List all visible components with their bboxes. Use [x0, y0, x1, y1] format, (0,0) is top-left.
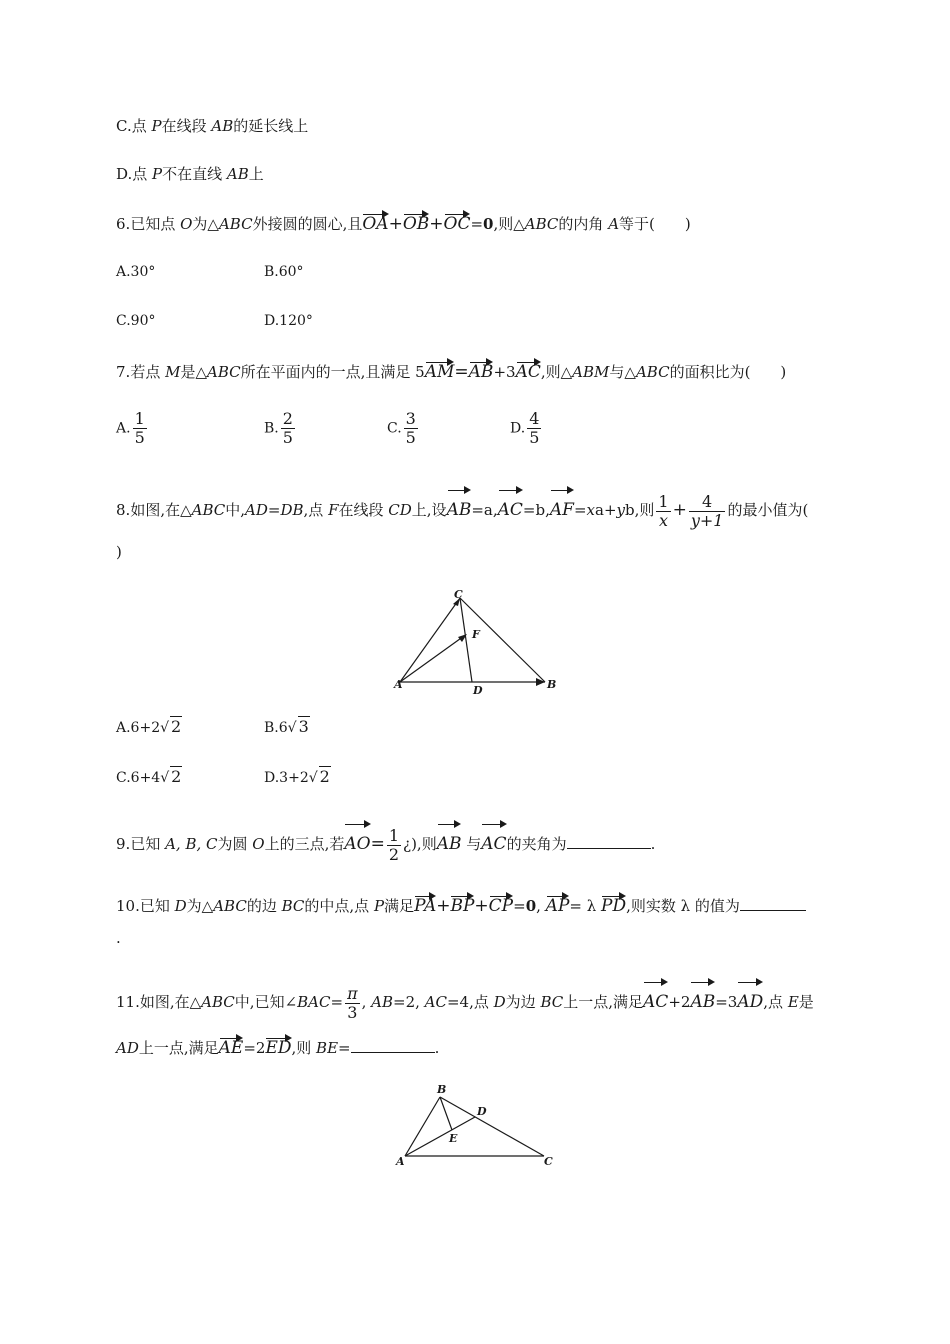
- q8-option-a: A.6+2√ 2: [116, 717, 182, 736]
- q7-option-a: A. $\frac{1}{5}$: [116, 409, 145, 447]
- q6-option-c: C.90°: [116, 313, 156, 329]
- q6-option-d: D.120°: [264, 313, 313, 329]
- vector-ac: AC: [516, 358, 541, 382]
- label-d: D: [473, 684, 483, 697]
- q8-figure: [390, 586, 560, 698]
- vector-ob: OB: [403, 210, 429, 234]
- segment-ad: [405, 1117, 475, 1156]
- q8-stem: 8.如图,在△ABC中,AD=DB,点 F在线段 CD上,设AB=a,AC=b,AF=xa+yb,则 $\frac{1}{x}$ + $\frac{4}{y+1}$ 的最小值为(: [116, 486, 808, 530]
- label-c: C: [544, 1155, 553, 1168]
- segment-ac: [400, 598, 460, 682]
- vector-af: AF: [550, 486, 574, 530]
- q7-stem: 7.若点 M是△ABC所在平面内的一点,且满足 5AM=AB+3AC,则△ABM与△ABC的面积比为( ): [116, 358, 786, 382]
- q5-option-d: D.点 P不在直线 AB上: [116, 165, 264, 183]
- arrowhead-ab: [536, 678, 545, 686]
- label-e: E: [449, 1132, 458, 1145]
- vector-oc: OC: [444, 210, 471, 234]
- vector-oa: OA: [362, 210, 388, 234]
- q11-stem-line2: AD上一点,满足AE=2ED,则 BE= .: [116, 1034, 439, 1058]
- label-c: C: [454, 588, 463, 601]
- q6-option-b: B.60°: [264, 264, 304, 280]
- answer-blank[interactable]: [351, 1038, 435, 1053]
- q7-option-b: B. $\frac{2}{5}$: [264, 409, 293, 447]
- q11-stem: 11.如图,在△ABC中,已知∠BAC= $\frac{\pi}{3}$ , AB=2, AC=4,点 D为边 BC上一点,满足AC+2AB=3AD,点 E是: [116, 978, 814, 1022]
- q6-stem: 6.已知点 O为△ABC外接圆的圆心,且OA+OB+OC=0,则△ABC的内角 A等于( ): [116, 210, 691, 234]
- vector-ed: ED: [265, 1034, 291, 1058]
- q11-figure: [392, 1080, 562, 1172]
- vector-ap: AP: [546, 892, 570, 916]
- q8-option-d: D.3+2√ 2: [264, 767, 330, 786]
- segment-be: [440, 1097, 452, 1130]
- answer-blank[interactable]: [740, 896, 806, 911]
- vector-ac: AC: [643, 978, 668, 1022]
- vector-pa: PA: [414, 892, 436, 916]
- q5-option-c: C.点 P在线段 AB的延长线上: [116, 117, 309, 135]
- q9-stem: 9.已知 A, B, C为圆 O上的三点,若AO= $\frac{1}{2}$ ¿),则AB 与AC的夹角为 .: [116, 820, 655, 864]
- label-b: B: [437, 1083, 447, 1096]
- vector-ab: AB: [437, 820, 462, 864]
- q7-option-d: D. $\frac{4}{5}$: [510, 409, 540, 447]
- vector-cp: CP: [489, 892, 513, 916]
- q8-option-b: B.6√ 3: [264, 717, 309, 736]
- segment-bc: [440, 1097, 544, 1156]
- q10-stem: 10.已知 D为△ABC的边 BC的中点,点 P满足PA+BP+CP=0, AP= λ PD,则实数 λ 的值为: [116, 892, 806, 916]
- q10-stem-cont: .: [116, 929, 121, 947]
- q8-stem-cont: ): [116, 543, 122, 561]
- vector-af-line: [400, 636, 464, 682]
- label-a: A: [394, 678, 403, 691]
- vector-ab: AB: [690, 978, 715, 1022]
- vector-ad: AD: [737, 978, 763, 1022]
- answer-blank[interactable]: [567, 834, 651, 849]
- vector-ab: AB: [469, 358, 494, 382]
- label-f: F: [472, 628, 480, 641]
- q7-option-c: C. $\frac{3}{5}$: [387, 409, 416, 447]
- vector-bp: BP: [450, 892, 474, 916]
- q6-option-a: A.30°: [116, 264, 156, 280]
- q8-option-c: C.6+4√ 2: [116, 767, 182, 786]
- vector-ab: AB: [447, 486, 472, 530]
- vector-ac: AC: [498, 486, 523, 530]
- vector-ac: AC: [481, 820, 506, 864]
- segment-ab: [405, 1097, 440, 1156]
- label-a: A: [396, 1155, 405, 1168]
- label-d: D: [477, 1105, 487, 1118]
- label-b: B: [547, 678, 557, 691]
- vector-ae: AE: [219, 1034, 244, 1058]
- vector-pd: PD: [601, 892, 626, 916]
- vector-ao: AO: [344, 820, 370, 864]
- vector-am: AM: [425, 358, 455, 382]
